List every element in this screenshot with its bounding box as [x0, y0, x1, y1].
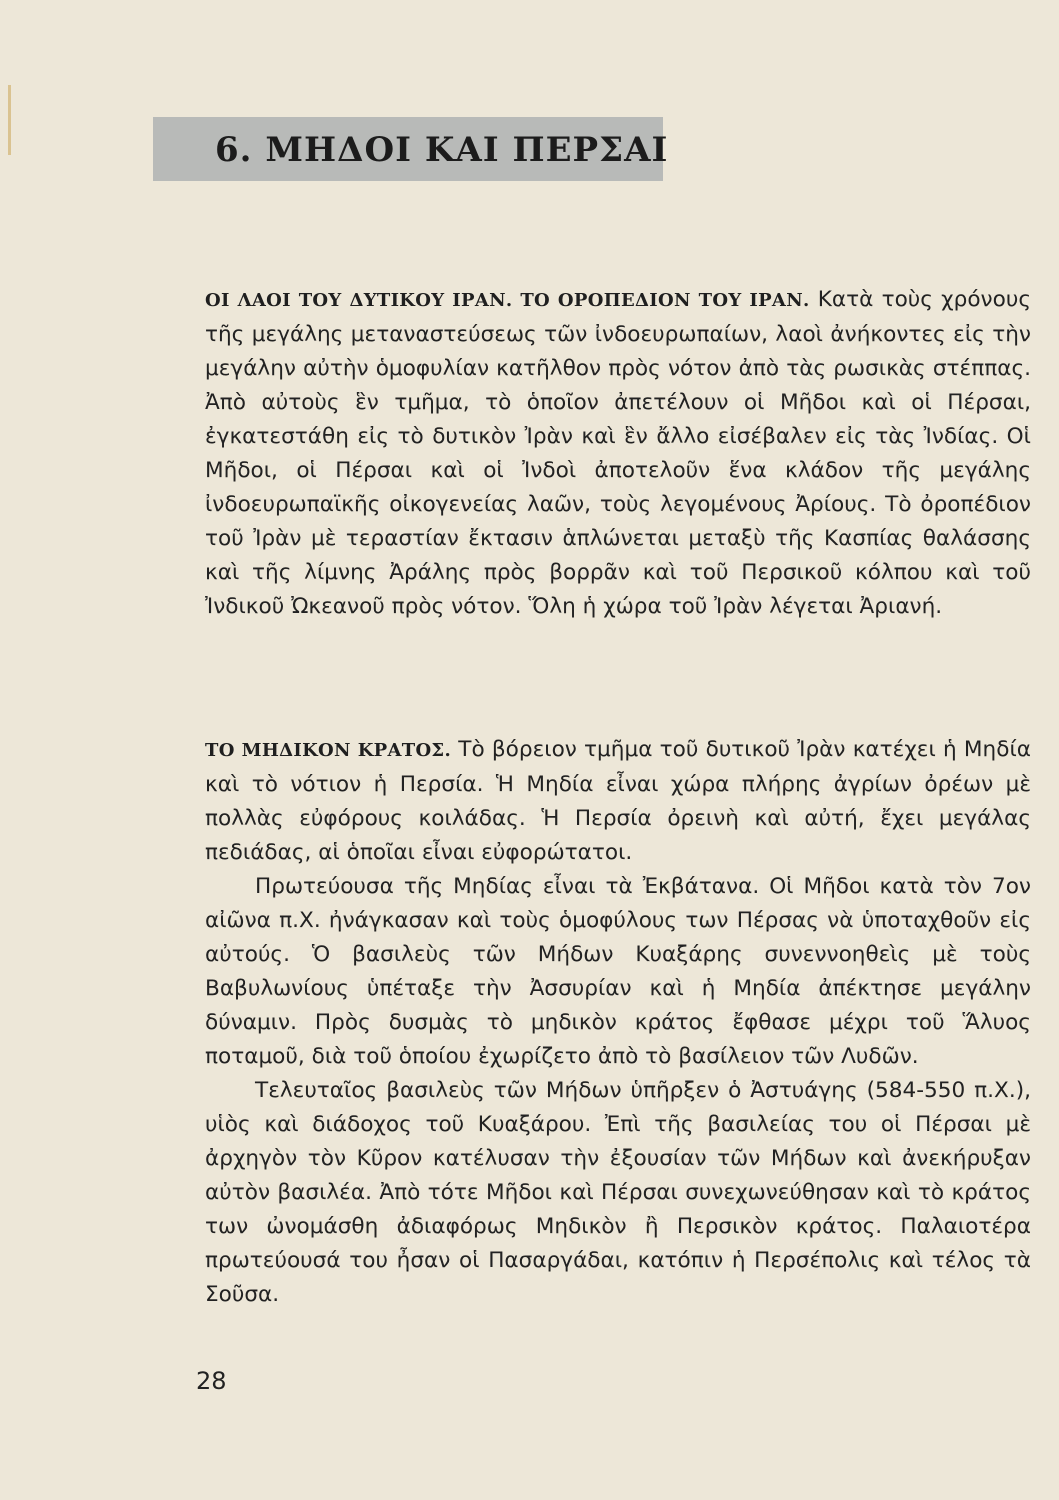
section-paragraph: [205, 733, 1031, 870]
page-number: 28: [196, 1367, 227, 1395]
section-heading: ΤΟ ΜΗΔΙΚΟΝ ΚΡΑΤΟΣ.: [205, 740, 452, 761]
paragraph-capital: Πρωτεύουσα τῆς Μηδίας εἶναι τὰ Ἐκβάτανα. Οἱ Μῆδοι κατὰ τὸν 7ον αἰῶνα π.Χ. ἠνάγκασαν καὶ τοὺς ὁμοφύλους των Πέρσας νὰ ὑποταχθοῦν εἰς αὐτούς. Ὁ βασιλεὺς τῶν Μήδων Κυαξάρης συνεννοηθεὶς μὲ τοὺς Βαβυλωνίους ὑπέταξε τὴν Ἀσσυρίαν καὶ ἡ Μηδία ἀπέκτησε μεγάλην δύναμιν. Πρὸς δυσμὰς τὸ μηδικὸν κράτος ἔφθασε μέχρι τοῦ Ἅλυος ποταμοῦ, διὰ τοῦ ὁποίου ἐχωρίζετο ἀπὸ τὸ βασίλειον τῶν Λυδῶν.: [205, 874, 1031, 1069]
section-body-text: Τὸ βόρειον τμῆμα τοῦ δυτικοῦ Ἰρὰν κατέχει ἡ Μηδία καὶ τὸ νότιον ἡ Περσία. Ἡ Μηδία εἶναι χώρα πλήρης ἀγρίων ὀρέων μὲ πολλὰς εὐφόρους κοιλάδας. Ἡ Περσία ὀρεινὴ καὶ αὐτή, ἔχει μεγάλας πεδιάδας, αἱ ὁποῖαι εἶναι εὐφορώτατοι.: [205, 737, 1031, 865]
paragraph-last-king: Τελευταῖος βασιλεὺς τῶν Μήδων ὑπῆρξεν ὁ Ἀστυάγης (584-550 π.Χ.), υἱὸς καὶ διάδοχος τοῦ Κυαξάρου. Ἐπὶ τῆς βασιλείας του οἱ Πέρσαι μὲ ἀρχηγὸν τὸν Κῦρον κατέλυσαν τὴν ἐξουσίαν τῶν Μήδων καὶ ἀνεκήρυξαν αὐτὸν βασιλέα. Ἀπὸ τότε Μῆδοι καὶ Πέρσαι συνεχωνεύθησαν καὶ τὸ κράτος των ὠνομάσθη ἀδιαφόρως Μηδικὸν ἢ Περσικὸν κράτος. Παλαιοτέρα πρωτεύουσά του ἦσαν οἱ Πασαργάδαι, κατόπιν ἡ Περσέπολις καὶ τέλος τὰ Σοῦσα.: [205, 1078, 1031, 1307]
section-iran-peoples: [205, 283, 1031, 624]
section-paragraph: [205, 283, 1031, 624]
section-heading: ΟΙ ΛΑΟΙ ΤΟΥ ΔΥΤΙΚΟΥ ΙΡΑΝ. ΤΟ ΟΡΟΠΕΔΙΟΝ ΤΟΥ ΙΡΑΝ.: [205, 290, 810, 311]
margin-stain: [8, 85, 11, 155]
section-median-kingdom: [205, 733, 1031, 1312]
section-body-text: Κατὰ τοὺς χρόνους τῆς μεγάλης μεταναστεύσεως τῶν ἰνδοευρωπαίων, λαοὶ ἀνήκοντες εἰς τὴν μεγάλην αὐτὴν ὁμοφυλίαν κατῆλθον πρὸς νότον ἀπὸ τὰς ρωσικὰς στέππας. Ἀπὸ αὐτοὺς ἓν τμῆμα, τὸ ὁποῖον ἀπετέλουν οἱ Μῆδοι καὶ οἱ Πέρσαι, ἐγκατεστάθη εἰς τὸ δυτικὸν Ἰρὰν καὶ ἓν ἄλλο εἰσέβαλεν εἰς τὰς Ἰνδίας. Οἱ Μῆδοι, οἱ Πέρσαι καὶ οἱ Ἰνδοὶ ἀποτελοῦν ἕνα κλάδον τῆς μεγάλης ἰνδοευρωπαϊκῆς οἰκογενείας λαῶν, τοὺς λεγομένους Ἀρίους. Τὸ ὀροπέδιον τοῦ Ἰρὰν μὲ τεραστίαν ἔκτασιν ἁπλώνεται μεταξὺ τῆς Κασπίας θαλάσσης καὶ τῆς λίμνης Ἀράλης πρὸς βορρᾶν καὶ τοῦ Περσικοῦ κόλπου καὶ τοῦ Ἰνδικοῦ Ὠκεανοῦ πρὸς νότον. Ὅλη ἡ χώρα τοῦ Ἰρὰν λέγεται Ἀριανή.: [205, 287, 1031, 619]
chapter-title: 6. ΜΗΔΟΙ ΚΑΙ ΠΕΡΣΑΙ: [215, 130, 669, 170]
